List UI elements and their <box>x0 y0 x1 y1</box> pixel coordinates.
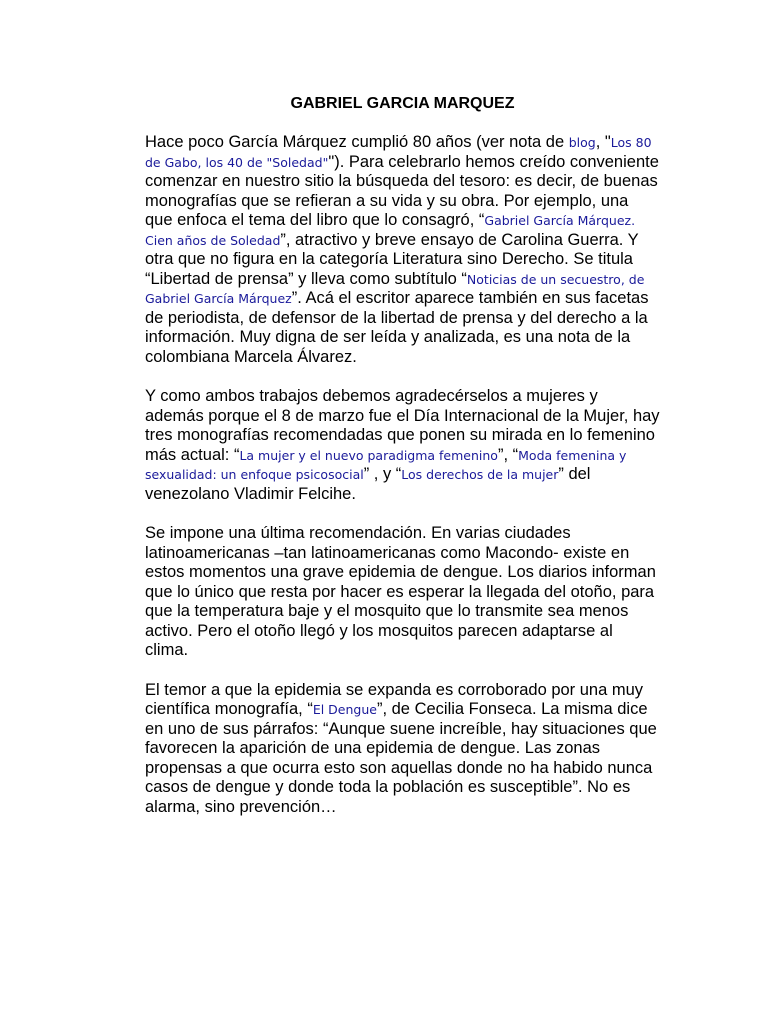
paragraph-text: ” , y “ <box>363 465 402 483</box>
document-body <box>145 94 660 837</box>
paragraph-text: ”, “ <box>497 445 519 464</box>
paragraph <box>145 387 660 504</box>
paragraph-text: , " <box>595 133 611 151</box>
blog-link[interactable]: blog <box>568 135 596 150</box>
paragraph-text: Y como ambos trabajos debemos agradecérselos a mujeres y además porque el 8 de marzo fue el Día Internacional de la Mujer, hay tres monografías recomendadas que ponen su mirada en lo femenino más actual: “ <box>145 387 660 464</box>
paragraph-text: Se impone una última recomendación. En varias ciudades latinoamericanas –tan latinoamericanas como Macondo- existe en estos momentos una grave epidemia de dengue. Los diarios informan que lo único que resta por hacer es esperar la llegada del otoño, para que la temperatura baje y el mosquito que lo transmite sea menos activo. Pero el otoño llegó y los mosquitos parecen adaptarse al clima. <box>145 524 656 659</box>
paragraph-text: ”. Acá el escritor aparece también en sus facetas de periodista, de defensor de la libertad de prensa y del derecho a la información. Muy digna de ser leída y analizada, es una nota de la colombiana Marcela Álvarez. <box>145 289 649 366</box>
noticias-de-un-secuestro-link[interactable]: Noticias de un secuestro, de Gabriel García Márquez <box>145 271 645 306</box>
document-title: GABRIEL GARCIA MARQUEZ <box>290 95 515 112</box>
derechos-de-la-mujer-link[interactable]: Los derechos de la mujer <box>401 467 559 482</box>
nuevo-paradigma-femenino-link[interactable]: La mujer y el nuevo paradigma femenino <box>239 447 498 463</box>
paragraph <box>145 681 660 818</box>
paragraph <box>145 133 660 367</box>
paragraph-list <box>145 133 660 817</box>
paragraph-text: ” del venezolano Vladimir Felcihe. <box>145 465 591 503</box>
el-dengue-link[interactable]: El Dengue <box>312 702 377 717</box>
paragraph <box>145 524 660 661</box>
paragraph-text: Hace poco García Márquez cumplió 80 años (ver nota de <box>145 133 569 151</box>
paragraph-text: ”, atractivo y breve ensayo de Carolina Guerra. Y otra que no figura en la categoría Literatura sino Derecho. Se titula “Libertad de prensa” y lleva como subtítulo “ <box>145 230 639 288</box>
cien-anos-de-soledad-link[interactable]: Gabriel García Márquez. Cien años de Soledad <box>145 213 636 248</box>
los-80-de-gabo-link[interactable]: Los 80 de Gabo, los 40 de "Soledad" <box>145 135 652 170</box>
moda-femenina-link[interactable]: Moda femenina y sexualidad: un enfoque psicosocial <box>145 447 627 482</box>
paragraph-text: ”, de Cecilia Fonseca. La misma dice en uno de sus párrafos: “Aunque suene increíble, hay situaciones que favorecen la aparición de una epidemia de dengue. Las zonas propensas a que ocurra esto son aquellas donde no ha habido nunca casos de dengue y donde toda la población es susceptible”. No es alarma, sino prevención… <box>145 700 657 816</box>
paragraph-text: "). Para celebrarlo hemos creído conveniente comenzar en nuestro sitio la búsqueda del tesoro: es decir, de buenas monografías que se refieran a su vida y su obra. Por ejemplo, una que enfoca el tema del libro que lo consagró, “ <box>145 152 659 229</box>
paragraph-text: El temor a que la epidemia se expanda es corroborado por una muy científica monografía, “ <box>145 680 644 718</box>
